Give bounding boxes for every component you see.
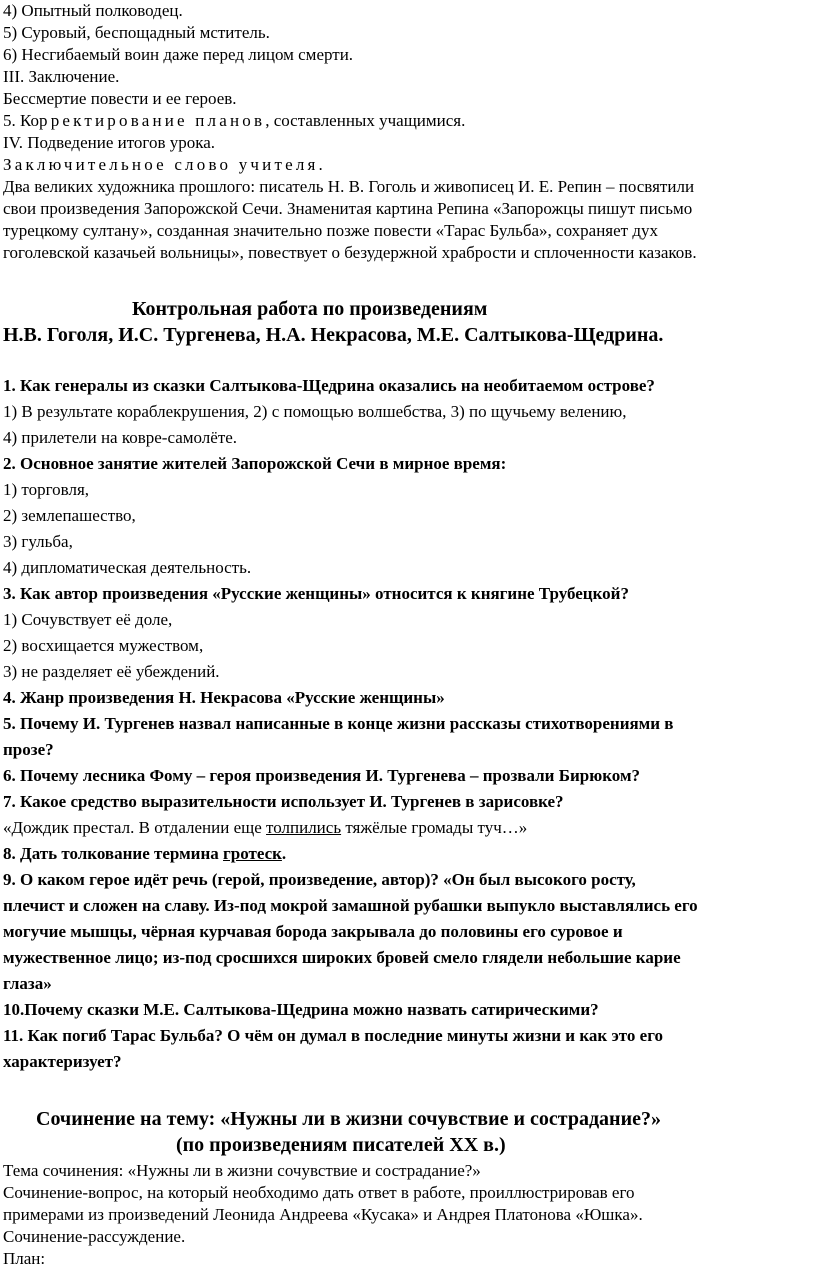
teacher-word-heading: Заключительное слово учителя. — [3, 155, 326, 174]
step-5-prefix: 5. Ко — [3, 111, 39, 130]
step-5-suffix: , составленных учащимися. — [265, 111, 466, 130]
question-9-line-3: могучие мышцы, чёрная курчавая борода закрывала до половины его суровое и — [3, 922, 623, 941]
question-7-quote-underlined: толпились — [266, 818, 342, 837]
essay-plan-label: План: — [3, 1249, 46, 1268]
question-6: 6. Почему лесника Фому – героя произведения И. Тургенева – прозвали Бирюком? — [3, 766, 641, 785]
question-9-line-4: мужественное лицо; из-под сросшихся широких бровей смело глядели небольшие карие — [3, 948, 681, 967]
question-8-text: 8. Дать толкование термина — [3, 844, 224, 863]
intro-paragraph-line-1: Два великих художника прошлого: писатель Н. В. Гоголь и живописец И. Е. Репин – посвятили — [3, 177, 695, 196]
section-4-heading: IV. Подведение итогов урока. — [3, 133, 216, 152]
question-2: 2. Основное занятие жителей Запорожской Сечи в мирное время: — [3, 454, 507, 473]
question-1: 1. Как генералы из сказки Салтыкова-Щедрина оказались на необитаемом острове? — [3, 376, 655, 395]
section-3-heading: III. Заключение. — [3, 67, 120, 86]
question-4: 4. Жанр произведения Н. Некрасова «Русские женщины» — [3, 688, 445, 707]
intro-item-6: 6) Несгибаемый воин даже перед лицом смерти. — [3, 45, 354, 64]
question-1-answers-line-2: 4) прилетели на ковре-самолёте. — [3, 428, 238, 447]
question-9-line-1: 9. О каком герое идёт речь (герой, произведение, автор)? «Он был высокого росту, — [3, 870, 636, 889]
essay-topic: Тема сочинения: «Нужны ли в жизни сочувствие и сострадание?» — [3, 1161, 481, 1180]
question-3-answer-1: 1) Сочувствует её доле, — [3, 610, 173, 629]
question-9-line-2: плечист и сложен на славу. Из-под мокрой замашной рубашки выпукло выставлялись его — [3, 896, 698, 915]
question-8-term: гротеск — [223, 844, 282, 863]
question-3: 3. Как автор произведения «Русские женщины» относится к княгине Трубецкой? — [3, 584, 629, 603]
intro-paragraph-line-2: свои произведения Запорожской Сечи. Знаменитая картина Репина «Запорожцы пишут письмо — [3, 199, 693, 218]
intro-item-5: 5) Суровый, беспощадный мститель. — [3, 23, 270, 42]
question-7-quote-end: тяжёлые громады туч…» — [341, 818, 528, 837]
test-title-line-2: Н.В. Гоголя, И.С. Тургенева, Н.А. Некрасова, М.Е. Салтыкова-Щедрина. — [3, 324, 664, 346]
question-7-quote-start: «Дождик престал. В отдалении еще — [3, 818, 267, 837]
question-7-quote — [3, 817, 527, 839]
step-5-spaced: рректирование планов — [39, 111, 266, 130]
essay-kind: Сочинение-рассуждение. — [3, 1227, 186, 1246]
essay-title-line-2: (по произведениям писателей XX в.) — [176, 1134, 506, 1156]
question-5-line-1: 5. Почему И. Тургенев назвал написанные в конце жизни рассказы стихотворениями в — [3, 714, 674, 733]
essay-title-line-1: Сочинение на тему: «Нужны ли в жизни сочувствие и сострадание?» — [36, 1108, 661, 1130]
question-2-answer-1: 1) торговля, — [3, 480, 90, 499]
question-7: 7. Какое средство выразительности использует И. Тургенев в зарисовке? — [3, 792, 564, 811]
question-10: 10.Почему сказки М.Е. Салтыкова-Щедрина можно назвать сатирическими? — [3, 1000, 599, 1019]
question-8-period: . — [281, 844, 287, 863]
essay-description-line-1: Сочинение-вопрос, на который необходимо дать ответ в работе, проиллюстрировав его — [3, 1183, 635, 1202]
question-2-answer-3: 3) гульба, — [3, 532, 73, 551]
question-1-answers-line-1: 1) В результате кораблекрушения, 2) с помощью волшебства, 3) по щучьему велению, — [3, 402, 627, 421]
test-title-line-1: Контрольная работа по произведениям — [132, 298, 488, 320]
question-11-line-1: 11. Как погиб Тарас Бульба? О чём он думал в последние минуты жизни и как это его — [3, 1026, 664, 1045]
essay-description-line-2: примерами из произведений Леонида Андреева «Кусака» и Андрея Платонова «Юшка». — [3, 1205, 643, 1224]
question-2-answer-4: 4) дипломатическая деятельность. — [3, 558, 252, 577]
question-2-answer-2: 2) землепашество, — [3, 506, 136, 525]
intro-paragraph-line-3: турецкому султану», созданная значительно позже повести «Тарас Бульба», сохраняет дух — [3, 221, 658, 240]
intro-item-4: 4) Опытный полководец. — [3, 1, 183, 20]
question-3-answer-3: 3) не разделяет её убеждений. — [3, 662, 220, 681]
immortality-line: Бессмертие повести и ее героев. — [3, 89, 237, 108]
question-5-line-2: прозе? — [3, 740, 54, 759]
step-5-line — [3, 110, 465, 132]
question-9-line-5: глаза» — [3, 974, 52, 993]
question-11-line-2: характеризует? — [3, 1052, 122, 1071]
intro-paragraph-line-4: гоголевской казачьей вольницы», повествует о безудержной храбрости и сплоченности казаков. — [3, 243, 697, 262]
question-8 — [3, 843, 286, 865]
question-3-answer-2: 2) восхищается мужеством, — [3, 636, 204, 655]
